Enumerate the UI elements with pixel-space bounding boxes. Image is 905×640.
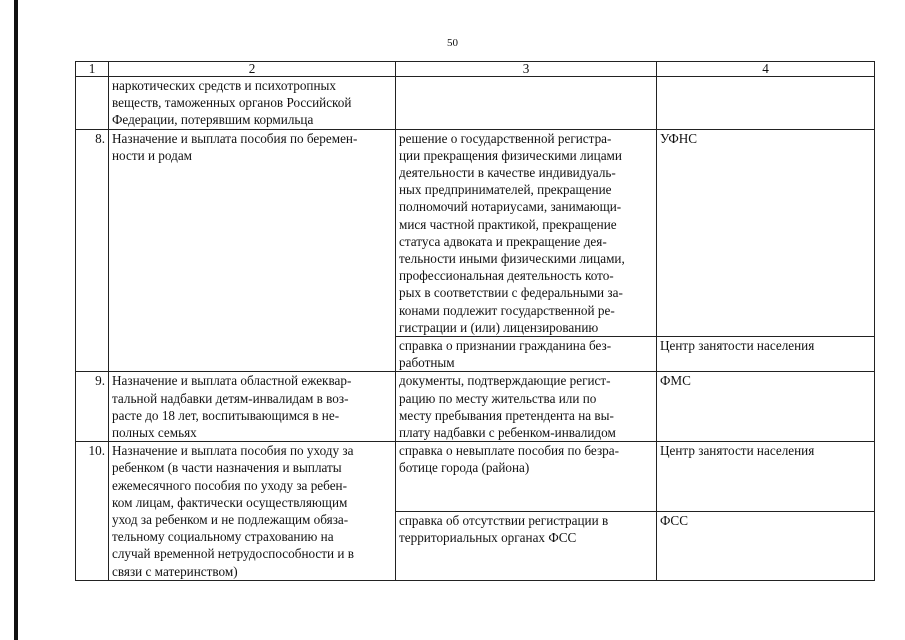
service-name-empty (109, 337, 396, 372)
issuing-organization: Центр занятости населения (657, 337, 875, 372)
table-row-9 (76, 372, 875, 442)
row-number: 10. (76, 442, 109, 581)
service-name: Назначение и выплата областной ежеквар- тальной надбавки детям-инвалидам в воз- расте до 18 лет, воспитывающимся в не- полных семьях (109, 372, 396, 442)
required-document: справка о невыплате пособия по безра- ботице города (района) (396, 442, 657, 511)
issuing-organization: Центр занятости населения (657, 442, 875, 511)
row-number: 9. (76, 372, 109, 442)
table-row-10 (76, 442, 875, 511)
issuing-organization: ФСС (657, 511, 875, 580)
scan-left-edge-bar (14, 0, 18, 640)
required-document: справка об отсутствии регистрации в территориальных органах ФСС (396, 511, 657, 580)
required-document: решение о государственной регистра- ции прекращения физическими лицами деятельности в качестве индивидуаль- ных предпринимателей, прекращение полномочий нотариусами, занимающи- мися частной практикой, прекращение статуса адвоката и прекращение дея- тельности иными физическими лицами, профессиональная деятельность кото- рых в соответствии с федеральными за- конами подлежит государственной ре- гистрации и (или) лицензированию (396, 129, 657, 336)
column-header-2: 2 (109, 62, 396, 77)
required-document (396, 77, 657, 130)
column-header-4: 4 (657, 62, 875, 77)
column-header-1: 1 (76, 62, 109, 77)
table-row-8 (76, 129, 875, 336)
table-header-row (76, 62, 875, 77)
table-row-continuation (76, 77, 875, 130)
row-number-empty (76, 337, 109, 372)
service-name: Назначение и выплата пособия по беремен- ности и родам (109, 129, 396, 336)
required-document: справка о признании гражданина без- работным (396, 337, 657, 372)
table-row-8-sub (76, 337, 875, 372)
issuing-organization: ФМС (657, 372, 875, 442)
required-document: документы, подтверждающие регист- рацию по месту жительства или по месту пребывания претендента на вы- плату надбавки с ребенком-инвалидом (396, 372, 657, 442)
row-number: 8. (76, 129, 109, 336)
column-header-3: 3 (396, 62, 657, 77)
issuing-organization (657, 77, 875, 130)
service-name: наркотических средств и психотропных веществ, таможенных органов Российской Федерации, потерявшим кормильца (109, 77, 396, 130)
row-number (76, 77, 109, 130)
page-number: 50 (447, 37, 458, 49)
service-name: Назначение и выплата пособия по уходу за ребенком (в части назначения и выплаты ежемесячного пособия по уходу за ребен- ком лицам, фактически осуществляющим уход за ребенком и не подлежащим обяза- тельному социальному страхованию на случай временной нетрудоспособности и в связи с материнством) (109, 442, 396, 581)
document-table (75, 61, 875, 581)
issuing-organization: УФНС (657, 129, 875, 336)
